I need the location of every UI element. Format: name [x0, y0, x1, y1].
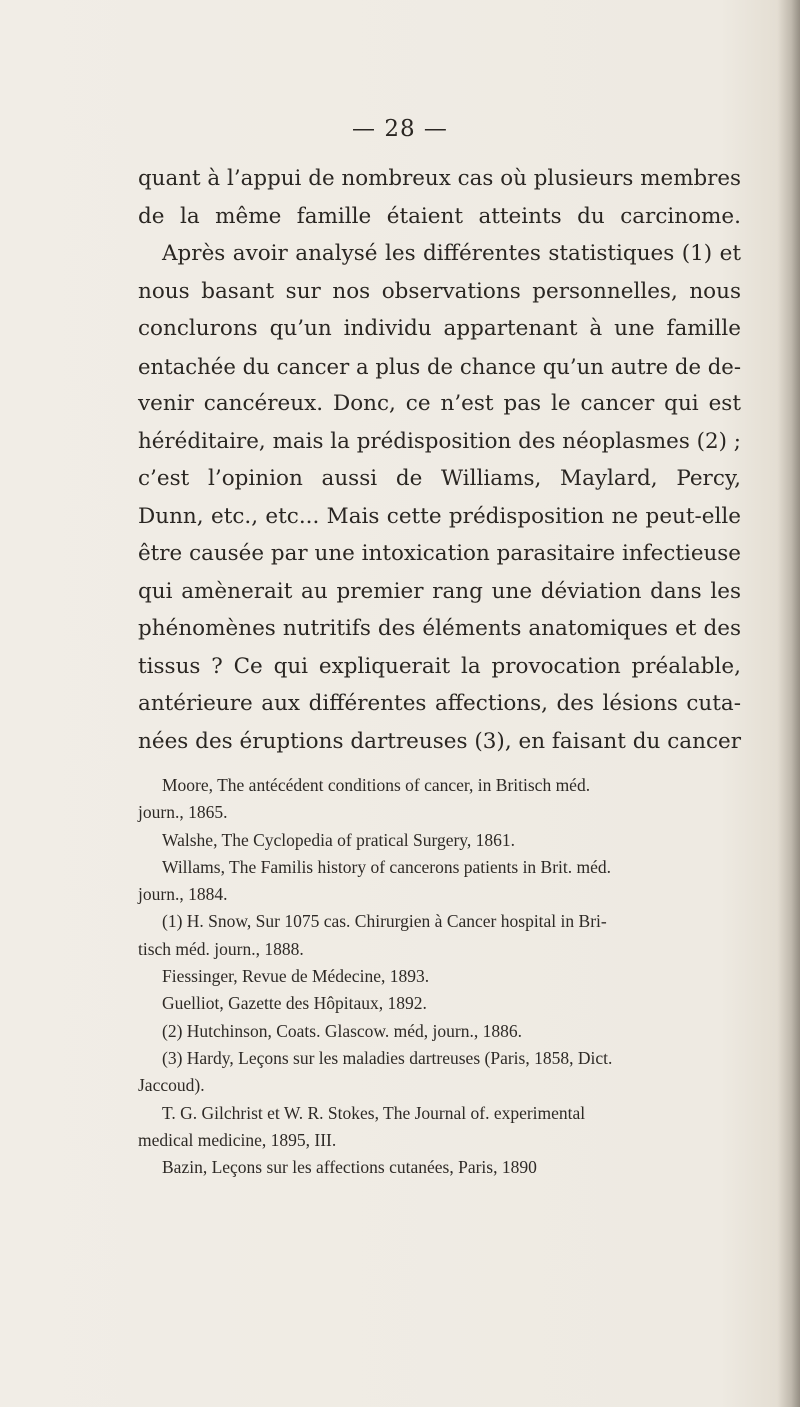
footnote-line: journ., 1865.: [138, 802, 228, 823]
footnote-line: medical medicine, 1895, III.: [138, 1129, 337, 1150]
page-number: — 28 —: [352, 116, 448, 142]
footnote-line: Bazin, Leçons sur les affections cutanées, Paris, 1890: [162, 1157, 537, 1178]
text-line: de la même famille étaient atteints du carcinome.: [138, 203, 741, 229]
footnote-line: tisch méd. journ., 1888.: [138, 938, 304, 959]
page-edge-shadow: [778, 0, 800, 1407]
footnote-line: Moore, The antécédent conditions of cancer, in Britisch méd.: [162, 775, 591, 795]
text-line: antérieure aux différentes affections, des lésions cuta-: [138, 691, 741, 716]
footnote-line: (2) Hutchinson, Coats. Glascow. méd, journ., 1886.: [162, 1020, 522, 1041]
footnote-line: Walshe, The Cyclopedia of pratical Surgery, 1861.: [162, 829, 516, 850]
text-line: héréditaire, mais la prédisposition des néoplasmes (2) ;: [138, 428, 741, 454]
text-line: entachée du cancer a plus de chance qu’un autre de de-: [138, 353, 741, 379]
text-line: être causée par une intoxication parasitaire infectieuse: [138, 541, 741, 566]
text-line: nous basant sur nos observations personnelles, nous: [138, 278, 741, 304]
text-line: phénomènes nutritifs des éléments anatomiques et des: [138, 616, 741, 641]
text-line: conclurons qu’un individu appartenant à une famille: [138, 316, 741, 341]
footnote-line: (1) H. Snow, Sur 1075 cas. Chirurgien à Cancer hospital in Bri-: [162, 911, 607, 932]
text-line: tissus ? Ce qui expliquerait la provocation préalable,: [138, 653, 741, 679]
footnote-line: Jaccoud).: [138, 1075, 205, 1096]
text-line: Dunn, etc., etc... Mais cette prédisposition ne peut-elle: [138, 503, 741, 529]
footnote-line: Willams, The Familis history of cancerons patients in Brit. méd.: [162, 856, 612, 877]
text-line: Après avoir analysé les différentes statistiques (1) et: [162, 241, 741, 266]
text-line: c’est l’opinion aussi de Williams, Maylard, Percy,: [138, 466, 741, 491]
footnote-line: journ., 1884.: [138, 884, 228, 905]
main-text-block: [138, 160, 741, 760]
text-line: qui amènerait au premier rang une déviation dans les: [138, 578, 741, 604]
footnote-line: T. G. Gilchrist et W. R. Stokes, The Journal of. experimental: [162, 1102, 586, 1123]
text-line: nées des éruptions dartreuses (3), en faisant du cancer: [138, 728, 741, 754]
footnote-line: (3) Hardy, Leçons sur les maladies dartreuses (Paris, 1858, Dict.: [162, 1047, 613, 1068]
text-line: quant à l’appui de nombreux cas où plusieurs membres: [138, 166, 741, 191]
footnote-line: Fiessinger, Revue de Médecine, 1893.: [162, 966, 430, 987]
text-line: venir cancéreux. Donc, ce n’est pas le cancer qui est: [138, 391, 741, 416]
footnotes-block: [138, 772, 741, 1181]
footnote-line: Guelliot, Gazette des Hôpitaux, 1892.: [162, 993, 427, 1014]
